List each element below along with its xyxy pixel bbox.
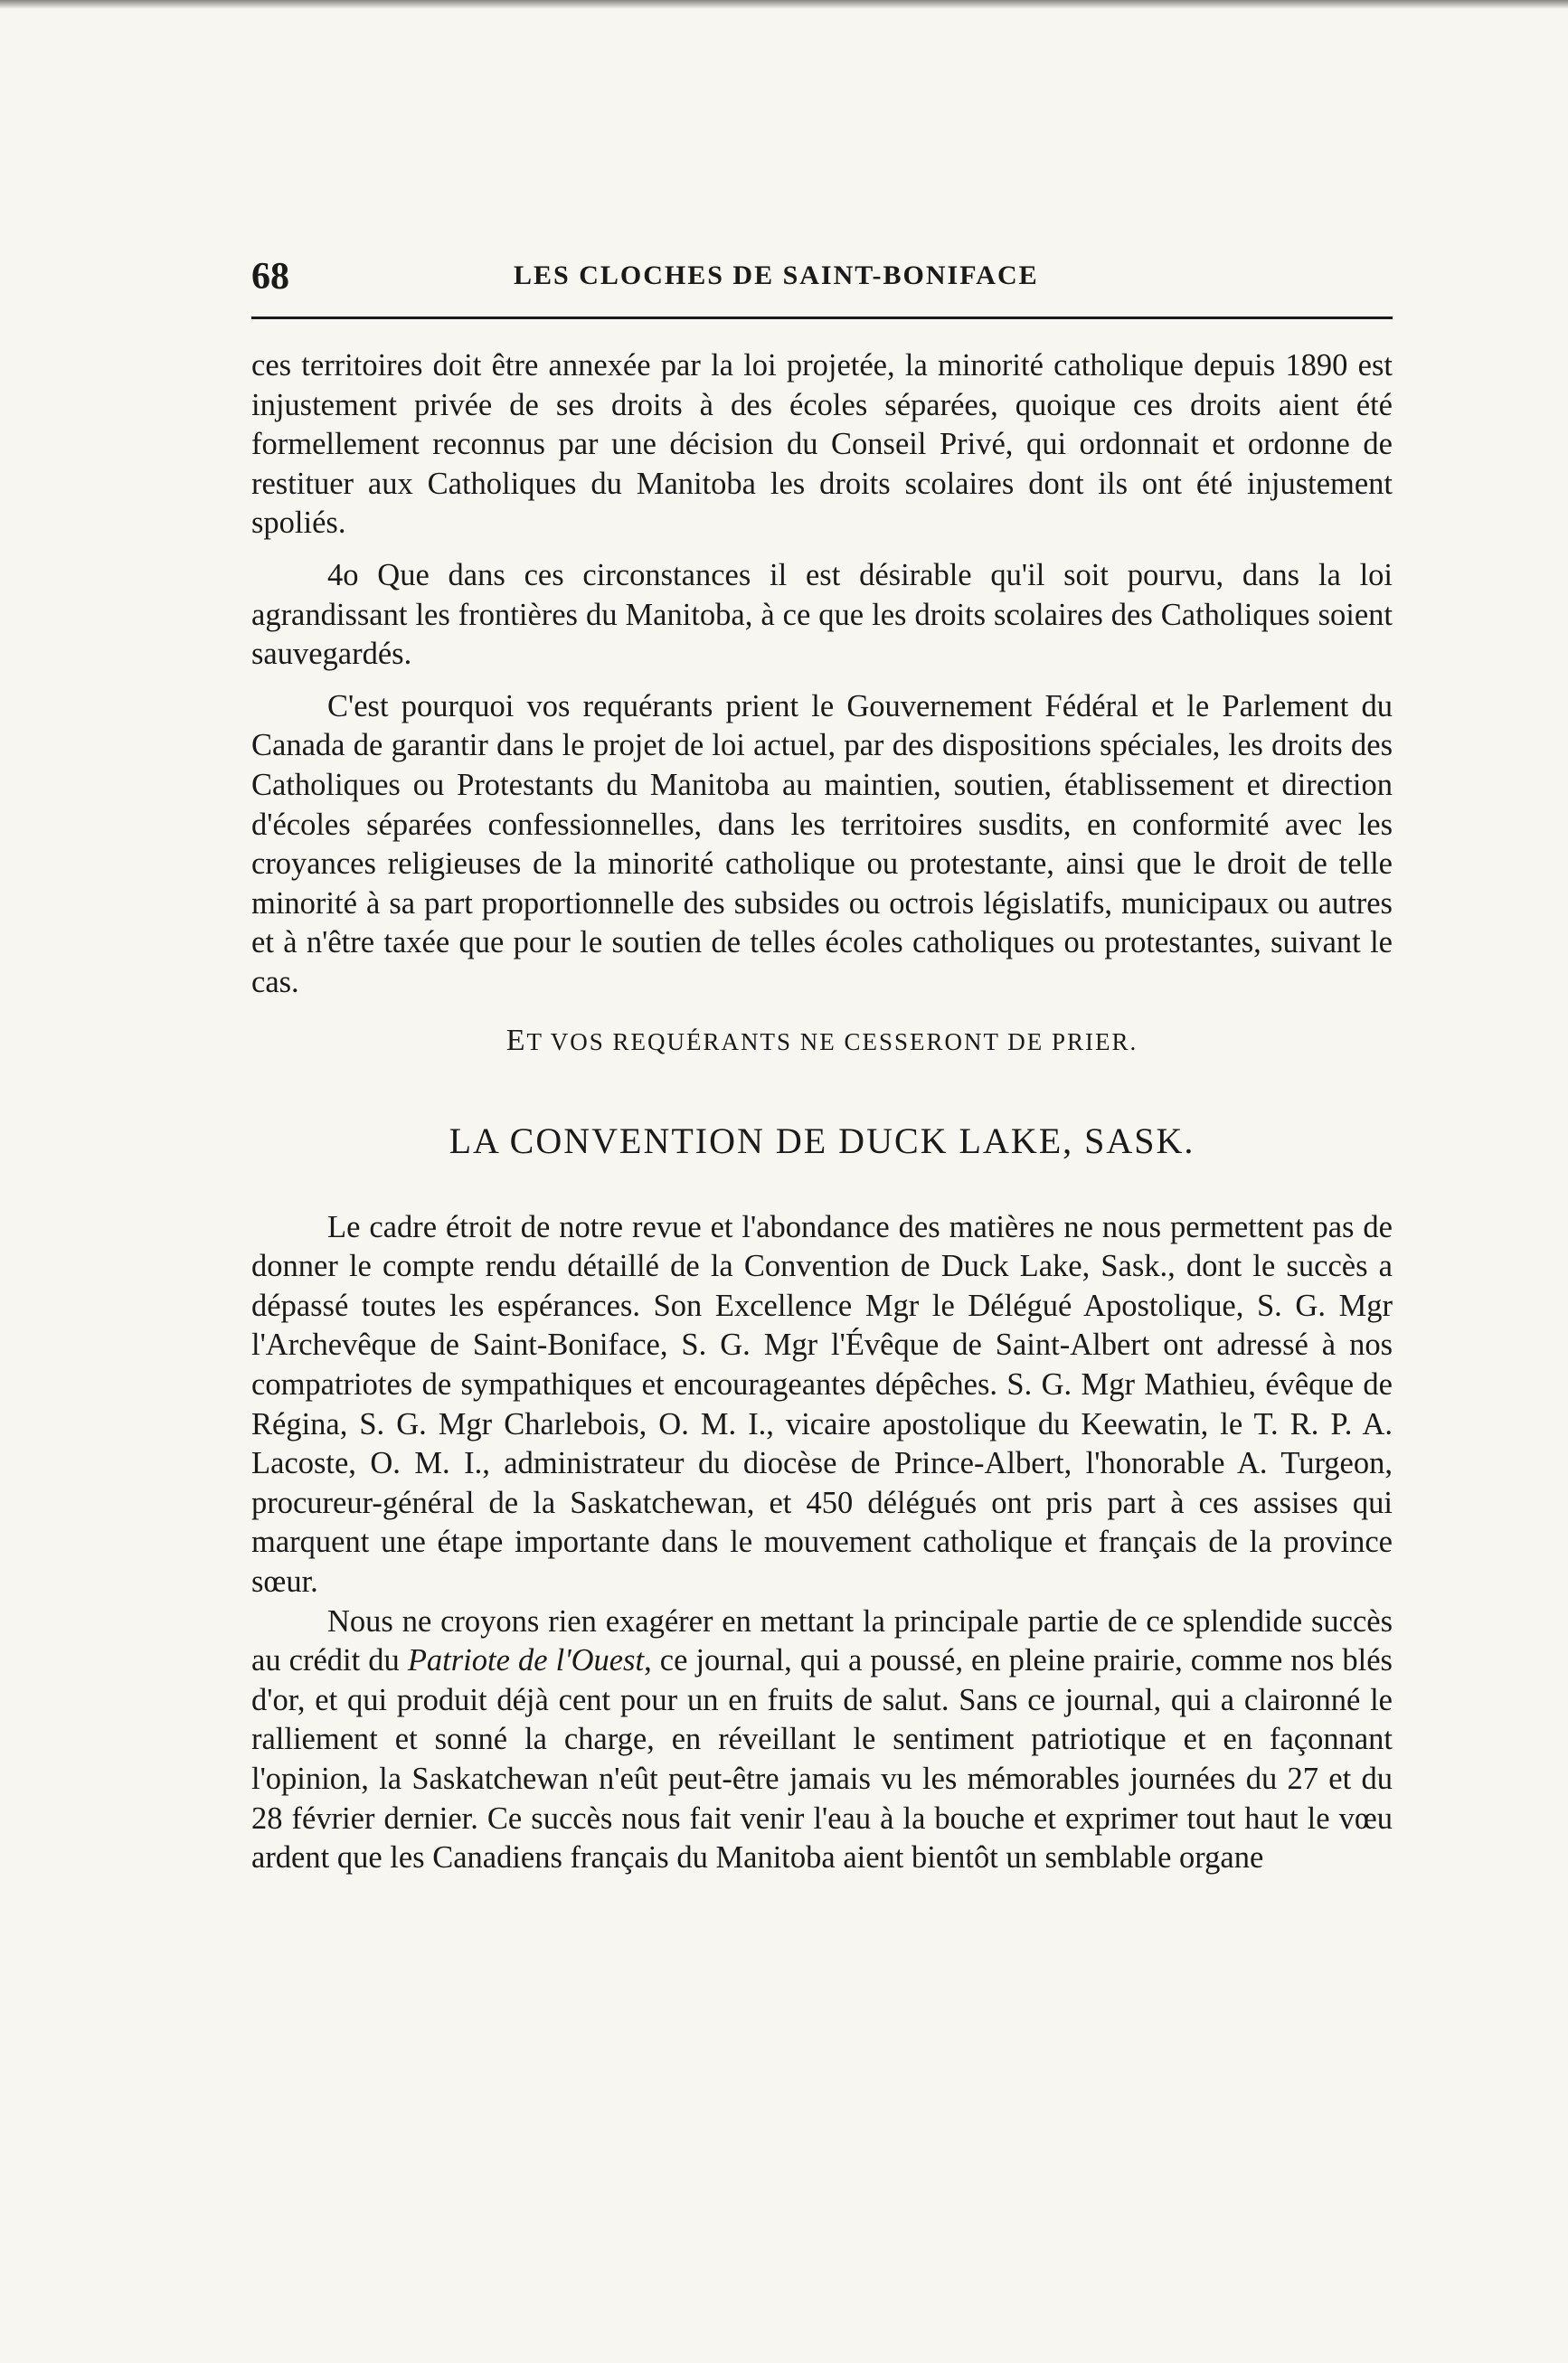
section-paragraph-2 [251, 1602, 1393, 1878]
page-body [251, 346, 1393, 1878]
newspaper-title: Patriote de l'Ouest [407, 1643, 645, 1678]
header-rule [251, 317, 1393, 319]
section-paragraph-1: Le cadre étroit de notre revue et l'abondance des matières ne nous permettent pas de donner le compte rendu détaillé de la Convention de Duck Lake, Sask., dont le succès a dépassé toutes les espérances. Son Excellence Mgr le Délégué Apostolique, S. G. Mgr l'Archevêque de Saint-Boniface, S. G. Mgr l'Évêque de Saint-Albert ont adressé à nos compatriotes de sympathiques et encourageantes dépêches. S. G. Mgr Mathieu, évêque de Régina, S. G. Mgr Charlebois, O. M. I., vicaire apostolique du Keewatin, le T. R. P. A. Lacoste, O. M. I., administrateur du diocèse de Prince-Albert, l'honorable A. Turgeon, procureur-général de la Saskatchewan, et 450 délégués ont pris part à ces assises qui marquent une étape importante dans le mouvement catholique et français de la province sœur. [251, 1209, 1393, 1600]
paragraph-point-4: 4o Que dans ces circonstances il est désirable qu'il soit pourvu, dans la loi agrandissant les frontières du Manitoba, à ce que les droits scolaires des Catholiques soient sauvegardés. [251, 557, 1393, 672]
paragraph-petition: C'est pourquoi vos requérants prient le Gouvernement Fédéral et le Parlement du Canada de garantir dans le projet de loi actuel, par des dispositions spéciales, les droits des Catholiques ou Protestants du Manitoba au maintien, soutien, établissement et direction d'écoles séparées confessionnelles, dans les territoires susdits, en conformité avec les croyances religieuses de la minorité catholique ou protestante, ainsi que le droit de telle minorité à sa part proportionnelle des subsides ou octrois législatifs, municipaux ou autres et à n'être taxée que pour le soutien de telles écoles catholiques ou protestantes, suivant le cas. [251, 688, 1393, 999]
closing-formula [251, 1021, 1393, 1063]
closing-rest: T VOS REQUÉRANTS NE CESSERONT DE PRIER. [526, 1027, 1138, 1055]
section-paragraph-2-start: Nous ne croyons rien exagérer en mettant la principale partie de ce splendide succès au crédit du [251, 1603, 1393, 1678]
page-edge-shadow [0, 0, 1568, 9]
page-number: 68 [251, 256, 289, 298]
paragraph-continuation: ces territoires doit être annexée par la loi projetée, la minorité catholique depuis 1890 est injustement privée de ses droits à des écoles séparées, quoique ces droits aient été formellement reconnus par une décision du Conseil Privé, qui ordonnait et ordonne de restituer aux Catholiques du Manitoba les droits scolaires dont ils ont été injustement spoliés. [251, 348, 1393, 541]
section-paragraph-2-end: , ce journal, qui a poussé, en pleine prairie, comme nos blés d'or, et qui produit déjà cent pour un en fruits de salut. Sans ce journal, qui a claironné le ralliement et sonné la charge, en réveillant le sentiment patriotique et en façonnant l'opinion, la Saskatchewan n'eût peut-être jamais vu les mémorables journées du 27 et du 28 février dernier. Ce succès nous fait venir l'eau à la bouche et exprimer tout haut le vœu ardent que les Canadiens français du Manitoba aient bientôt un semblable organe [251, 1643, 1393, 1876]
section-title: LA CONVENTION DE DUCK LAKE, SASK. [449, 1120, 1195, 1162]
closing-initial: E [505, 1023, 527, 1057]
running-title: LES CLOCHES DE SAINT-BONIFACE [514, 260, 1039, 290]
page-header [251, 255, 1393, 300]
